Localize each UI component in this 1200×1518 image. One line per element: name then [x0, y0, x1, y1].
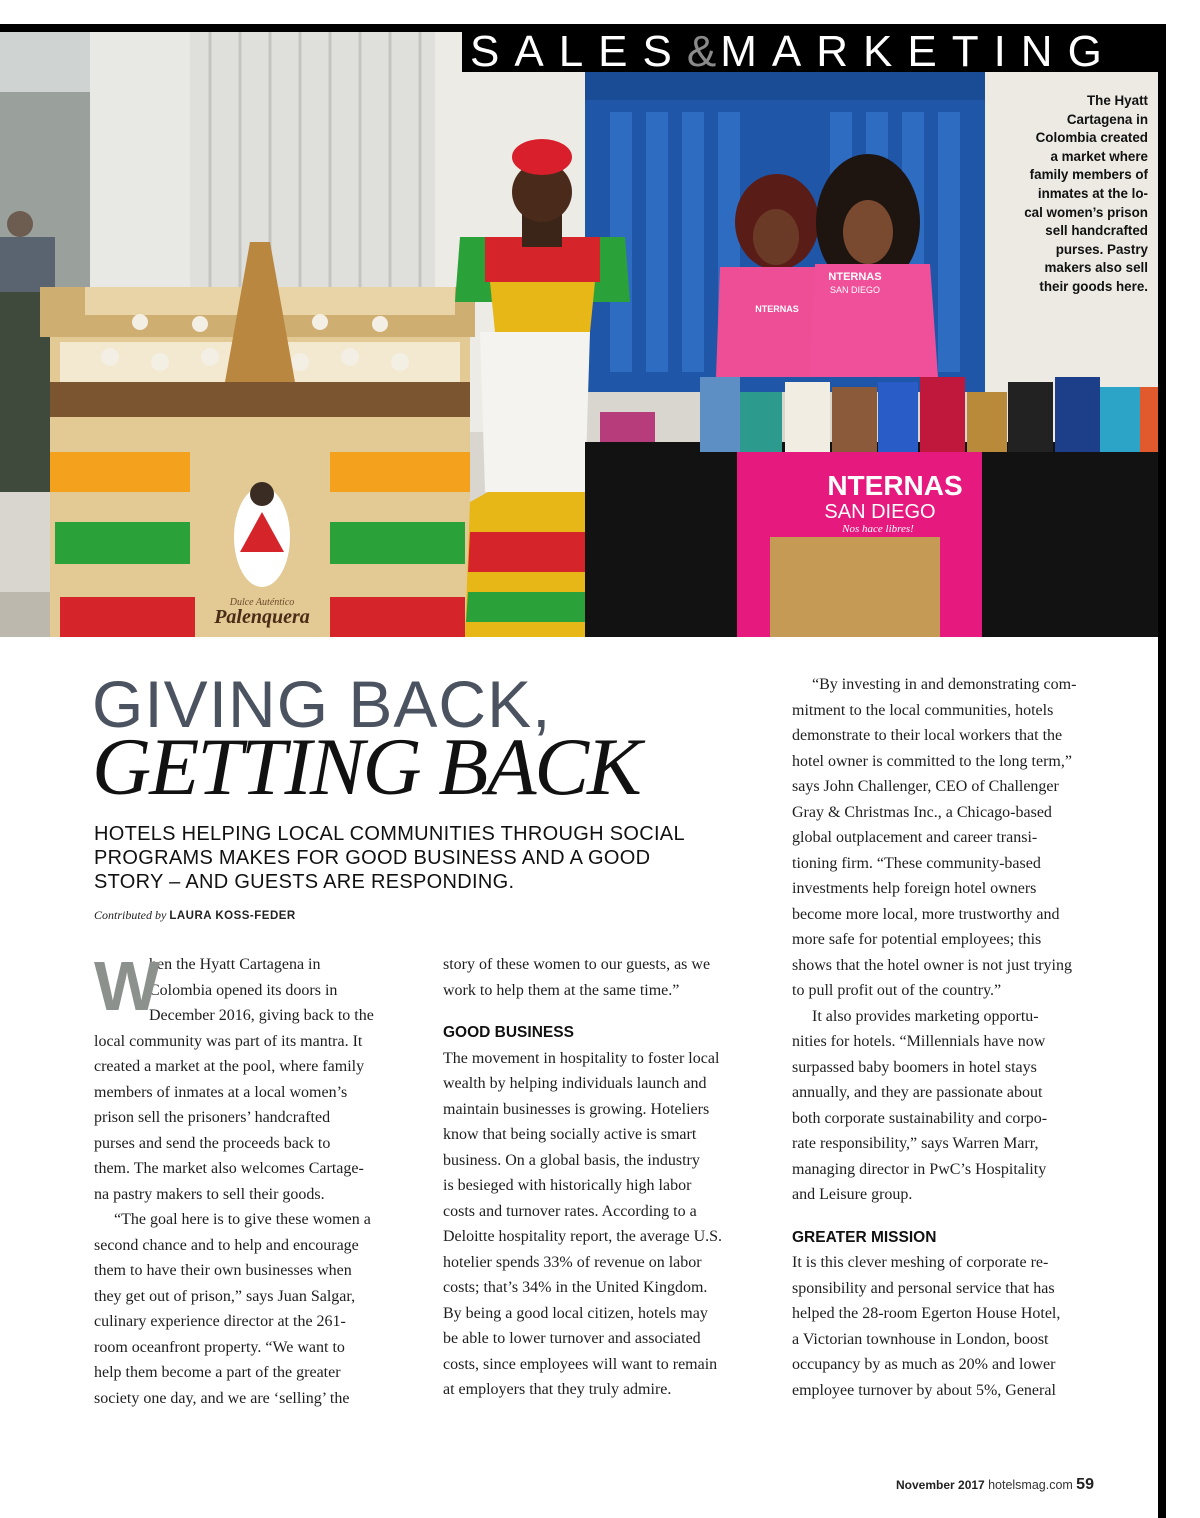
caption-line: family members of — [1029, 167, 1148, 183]
body-line: says John Challenger, CEO of Challenger — [792, 778, 1059, 795]
body-line: costs, since employees will want to remain — [443, 1355, 718, 1373]
section-label-amp: & — [686, 32, 721, 72]
body-line: mitment to the local communities, hotels — [792, 701, 1054, 719]
page-folio — [896, 1476, 1094, 1494]
body-line: culinary experience director at the 261- — [94, 1313, 346, 1330]
subheading-good-business: GOOD BUSINESS — [443, 1024, 574, 1041]
body-line: local community was part of its mantra. It — [94, 1032, 363, 1050]
caption-line: purses. Pastry — [1055, 241, 1148, 257]
body-line: and Leisure group. — [792, 1186, 913, 1203]
body-line: rate responsibility,” says Warren Marr, — [792, 1135, 1039, 1152]
palenquera-sign: Palenquera — [214, 606, 310, 628]
body-line: “By investing in and demonstrating com- — [812, 676, 1077, 693]
paragraph-gap — [443, 1003, 763, 1011]
caption-line: their goods here. — [1039, 278, 1148, 294]
body-line: society one day, and we are ‘selling’ the — [94, 1389, 350, 1407]
body-line: costs and turnover rates. According to a — [443, 1202, 697, 1220]
body-line: “The goal here is to give these women a — [114, 1211, 371, 1228]
section-label-left: SALES — [470, 32, 687, 72]
body-line: The movement in hospitality to foster local — [443, 1049, 720, 1067]
stand-sign-slogan: Nos hace libres! — [842, 523, 914, 535]
shirt-logo-2: NTERNAS — [828, 271, 882, 283]
deck-line: STORY – AND GUESTS ARE RESPONDING. — [94, 871, 515, 893]
photo-caption — [1010, 92, 1148, 297]
body-line: It is this clever meshing of corporate re- — [792, 1254, 1049, 1271]
body-line: By being a good local citizen, hotels may — [443, 1304, 708, 1322]
body-line: both corporate sustainability and corpo- — [792, 1109, 1048, 1127]
body-line: created a market at the pool, where family — [94, 1058, 365, 1075]
article-deck — [94, 822, 754, 894]
body-line: employee turnover by about 5%, General — [792, 1381, 1056, 1399]
feature-photo — [0, 32, 1158, 637]
body-line: at employers that they truly admire. — [443, 1381, 672, 1398]
caption-line: sell handcrafted — [1045, 223, 1148, 239]
caption-line: inmates at the lo- — [1037, 185, 1148, 201]
byline-label: Contributed by — [94, 908, 167, 922]
stand-sign-title: NTERNAS — [827, 470, 963, 501]
body-line: they get out of prison,” says Juan Salgar, — [94, 1287, 356, 1305]
caption-line: a market where — [1050, 148, 1148, 164]
caption-line: cal women’s prison — [1024, 204, 1148, 220]
body-line: purses and send the proceeds back to — [94, 1134, 331, 1152]
shirt-logo-1: NTERNAS — [755, 304, 799, 314]
body-line: sponsibility and personal service that has — [792, 1279, 1055, 1297]
body-line: to pull profit out of the country.” — [792, 982, 1002, 999]
article-column-3 — [792, 672, 1112, 1403]
body-line: tioning firm. “These community-based — [792, 854, 1041, 872]
page-number: 59 — [1076, 1476, 1094, 1493]
body-line: investments help foreign hotel owners — [792, 880, 1037, 897]
headline-line-2: GETTING BACK — [92, 721, 640, 812]
body-line: Gray & Christmas Inc., a Chicago-based — [792, 803, 1052, 821]
body-line: nities for hotels. “Millennials have now — [792, 1033, 1046, 1050]
body-line: second chance and to help and encourage — [94, 1236, 359, 1254]
body-line: a Victorian townhouse in London, boost — [792, 1330, 1049, 1348]
caption-line: Cartagena in — [1066, 111, 1148, 127]
body-line: wealth by helping individuals launch and — [443, 1075, 707, 1092]
section-label-right: MARKETING — [720, 32, 1117, 72]
body-line: shows that the hotel owner is not just trying — [792, 956, 1072, 974]
body-line: them. The market also welcomes Cartage- — [94, 1160, 364, 1177]
body-line: annually, and they are passionate about — [792, 1084, 1043, 1101]
frame-top-rule — [0, 24, 1166, 32]
drop-cap: W — [94, 947, 161, 1025]
body-line: be able to lower turnover and associated — [443, 1330, 701, 1347]
body-line: costs; that’s 34% in the United Kingdom. — [443, 1279, 708, 1296]
section-banner — [462, 32, 1158, 72]
body-line: them to have their own businesses when — [94, 1262, 352, 1279]
body-line: story of these women to our guests, as we — [443, 956, 711, 973]
deck-line: PROGRAMS MAKES FOR GOOD BUSINESS AND A GOOD — [94, 847, 651, 869]
byline — [94, 908, 296, 923]
body-line: helped the 28-room Egerton House Hotel, — [792, 1305, 1061, 1322]
body-line: Deloitte hospitality report, the average U.S. — [443, 1228, 723, 1245]
caption-line: makers also sell — [1044, 260, 1148, 276]
body-line: help them become a part of the greater — [94, 1364, 341, 1381]
body-line: Colombia opened its doors in — [149, 981, 338, 999]
body-line: hotelier spends 33% of revenue on labor — [443, 1253, 702, 1271]
shirt-logo-2-sub: SAN DIEGO — [829, 285, 881, 295]
body-line: room oceanfront property. “We want to — [94, 1338, 345, 1356]
headline-line-1: GIVING BACK, — [92, 667, 552, 741]
body-line: hen the Hyatt Cartagena in — [149, 956, 321, 973]
article-column-1 — [94, 947, 414, 1411]
market-scene-illustration — [0, 32, 1158, 637]
body-line: is besieged with historically high labor — [443, 1177, 692, 1194]
body-line: know that being socially active is smart — [443, 1126, 697, 1143]
body-line: hotel owner is committed to the long term,” — [792, 752, 1072, 770]
body-line: members of inmates at a local women’s — [94, 1083, 348, 1101]
body-line: maintain businesses is growing. Hoteliers — [443, 1100, 710, 1118]
body-line: demonstrate to their local workers that the — [792, 727, 1063, 744]
body-line: become more local, more trustworthy and — [792, 905, 1060, 923]
body-line: prison sell the prisoners’ handcrafted — [94, 1109, 331, 1126]
body-line: managing director in PwC’s Hospitality — [792, 1160, 1047, 1178]
paragraph-gap — [792, 1208, 1112, 1216]
body-line: more safe for potential employees; this — [792, 931, 1042, 948]
body-line: It also provides marketing opportu- — [812, 1007, 1039, 1025]
body-line: surpassed baby boomers in hotel stays — [792, 1058, 1037, 1076]
folio-month: November 2017 — [896, 1478, 985, 1492]
body-line: occupancy by as much as 20% and lower — [792, 1356, 1056, 1373]
stand-sign-subtitle: SAN DIEGO — [824, 501, 936, 523]
deck-line: HOTELS HELPING LOCAL COMMUNITIES THROUGH SOCIAL — [94, 823, 685, 845]
byline-author: LAURA KOSS-FEDER — [169, 910, 296, 922]
body-line: na pastry makers to sell their goods. — [94, 1185, 325, 1203]
frame-right-rule — [1158, 24, 1166, 1518]
folio-site: hotelsmag.com — [988, 1478, 1073, 1492]
body-line: global outplacement and career transi- — [792, 829, 1038, 846]
body-line: work to help them at the same time.” — [443, 981, 680, 999]
caption-line: The Hyatt — [1086, 93, 1148, 108]
body-line: December 2016, giving back to the — [149, 1007, 374, 1024]
palenquera-small-text: Dulce Auténtico — [229, 597, 295, 608]
article-column-2 — [443, 952, 763, 1403]
body-line: business. On a global basis, the industry — [443, 1151, 700, 1169]
subheading-greater-mission: GREATER MISSION — [792, 1228, 937, 1246]
caption-line: Colombia created — [1035, 130, 1148, 146]
